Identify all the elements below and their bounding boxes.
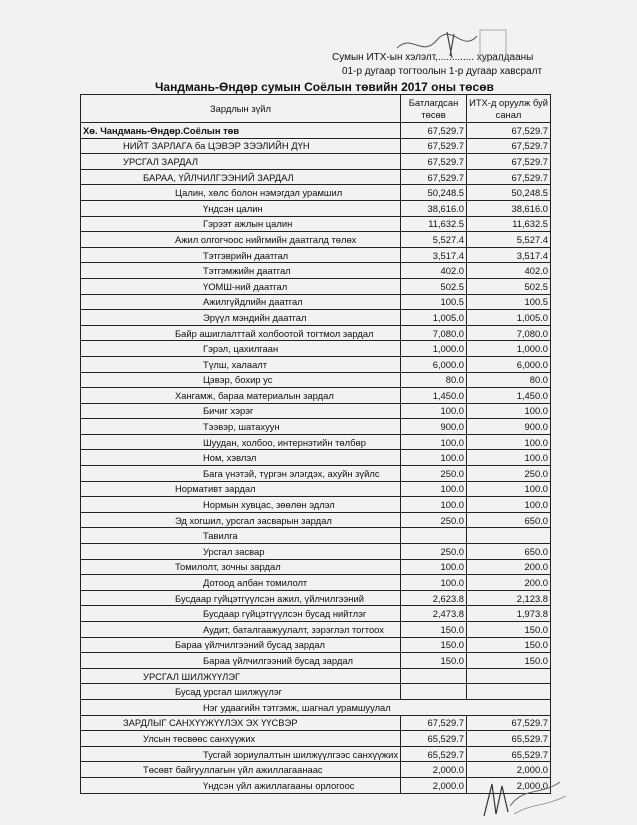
approved-value: 3,517.4 <box>401 247 467 263</box>
table-row <box>81 372 551 388</box>
proposal-value <box>467 528 551 544</box>
proposal-value: 150.0 <box>467 653 551 669</box>
row-label: Үндсэн цалин <box>81 200 401 216</box>
table-row <box>81 606 551 622</box>
table-row <box>81 699 551 715</box>
approved-value <box>401 528 467 544</box>
proposal-value: 67,529.7 <box>467 123 551 139</box>
table-row <box>81 731 551 747</box>
approved-value: 150.0 <box>401 653 467 669</box>
table-row <box>81 232 551 248</box>
row-label: Нормативт зардал <box>81 481 401 497</box>
approved-value: 100.0 <box>401 434 467 450</box>
table-row <box>81 138 551 154</box>
proposal-value: 650.0 <box>467 544 551 560</box>
proposal-value: 200.0 <box>467 575 551 591</box>
table-row <box>81 263 551 279</box>
row-label: НИЙТ ЗАРЛАГА ба ЦЭВЭР ЗЭЭЛИЙН ДҮН <box>81 138 401 154</box>
row-label: Бичиг хэрэг <box>81 403 401 419</box>
proposal-value: 5,527.4 <box>467 232 551 248</box>
proposal-value: 67,529.7 <box>467 154 551 170</box>
col-header-proposal: ИТХ-д оруулж буй санал <box>467 95 551 123</box>
row-label: Бараа үйлчилгээний бусад зардал <box>81 637 401 653</box>
approved-value: 67,529.7 <box>401 154 467 170</box>
proposal-value: 2,000.0 <box>467 777 551 793</box>
row-label: Тэтгэврийн даатгал <box>81 247 401 263</box>
table-row <box>81 185 551 201</box>
col-header-item: Зардлын зүйл <box>81 95 401 123</box>
table-row <box>81 450 551 466</box>
row-label: Бага үнэтэй, түргэн элэгдэх, ахуйн зүйлс <box>81 466 401 482</box>
row-label: Ажилгүйдлийн даатгал <box>81 294 401 310</box>
proposal-value: 6,000.0 <box>467 356 551 372</box>
approved-value: 402.0 <box>401 263 467 279</box>
document-title: Чандмань-Өндөр сумын Соёлын төвийн 2017 оны төсөв <box>155 80 494 94</box>
row-label: Урсгал засвар <box>81 544 401 560</box>
table-row <box>81 512 551 528</box>
approved-value: 7,080.0 <box>401 325 467 341</box>
row-label: Нэг удаагийн тэтгэмж, шагнал урамшуулал <box>81 699 551 715</box>
proposal-value: 1,005.0 <box>467 310 551 326</box>
budget-table <box>80 94 551 794</box>
approved-value: 100.0 <box>401 481 467 497</box>
table-row <box>81 310 551 326</box>
proposal-value: 150.0 <box>467 637 551 653</box>
table-row <box>81 388 551 404</box>
approved-value: 100.5 <box>401 294 467 310</box>
proposal-value: 150.0 <box>467 622 551 638</box>
approved-value: 2,623.8 <box>401 590 467 606</box>
row-label: БАРАА, ҮЙЛЧИЛГЭЭНИЙ ЗАРДАЛ <box>81 169 401 185</box>
approved-value: 67,529.7 <box>401 138 467 154</box>
proposal-value: 1,450.0 <box>467 388 551 404</box>
row-label: Нормын хувцас, зөөлөн эдлэл <box>81 497 401 513</box>
table-row <box>81 434 551 450</box>
col-header-approved: Батлагдсан төсөв <box>401 95 467 123</box>
approved-value: 38,616.0 <box>401 200 467 216</box>
table-row <box>81 528 551 544</box>
approved-value <box>401 684 467 700</box>
table-row <box>81 169 551 185</box>
proposal-value: 100.0 <box>467 450 551 466</box>
proposal-value: 250.0 <box>467 466 551 482</box>
table-row <box>81 575 551 591</box>
proposal-value: 100.0 <box>467 434 551 450</box>
approved-value: 100.0 <box>401 450 467 466</box>
approved-value: 100.0 <box>401 559 467 575</box>
approved-value: 80.0 <box>401 372 467 388</box>
approved-value: 900.0 <box>401 419 467 435</box>
approved-value: 250.0 <box>401 466 467 482</box>
proposal-value <box>467 684 551 700</box>
row-label: Бараа үйлчилгээний бусад зардал <box>81 653 401 669</box>
proposal-value: 38,616.0 <box>467 200 551 216</box>
approved-value: 11,632.5 <box>401 216 467 232</box>
proposal-value: 900.0 <box>467 419 551 435</box>
table-row <box>81 341 551 357</box>
proposal-value: 7,080.0 <box>467 325 551 341</box>
approved-value: 250.0 <box>401 512 467 528</box>
approved-value: 50,248.5 <box>401 185 467 201</box>
approved-value: 65,529.7 <box>401 746 467 762</box>
approved-value: 2,473.8 <box>401 606 467 622</box>
row-label: Байр ашиглалттай холбоотой тогтмол зардал <box>81 325 401 341</box>
proposal-value: 100.5 <box>467 294 551 310</box>
approved-value: 1,005.0 <box>401 310 467 326</box>
approved-value: 6,000.0 <box>401 356 467 372</box>
approved-value: 2,000.0 <box>401 777 467 793</box>
row-label: Дотоод албан томилолт <box>81 575 401 591</box>
table-row <box>81 466 551 482</box>
approved-value: 150.0 <box>401 622 467 638</box>
row-label: ҮОМШ-ний даатгал <box>81 278 401 294</box>
signature-stamp-top <box>392 28 512 64</box>
proposal-value: 1,973.8 <box>467 606 551 622</box>
row-label: Гэрээт ажлын цалин <box>81 216 401 232</box>
table-row <box>81 154 551 170</box>
approved-value: 67,529.7 <box>401 715 467 731</box>
table-row <box>81 325 551 341</box>
header-line-1: Сумын ИТХ-ын хэлэлт,............. хуралдааны <box>332 52 534 63</box>
approved-value: 67,529.7 <box>401 123 467 139</box>
row-label: Ном, хэвлэл <box>81 450 401 466</box>
table-row <box>81 216 551 232</box>
proposal-value: 402.0 <box>467 263 551 279</box>
table-row <box>81 590 551 606</box>
table-row <box>81 356 551 372</box>
row-label: ЗАРДЛЫГ САНХҮҮЖҮҮЛЭХ ЭХ ҮҮСВЭР <box>81 715 401 731</box>
approved-value: 2,000.0 <box>401 762 467 778</box>
table-row <box>81 668 551 684</box>
table-row <box>81 419 551 435</box>
proposal-value: 2,000.0 <box>467 762 551 778</box>
proposal-value: 650.0 <box>467 512 551 528</box>
row-label: Томилолт, зочны зардал <box>81 559 401 575</box>
proposal-value: 1,000.0 <box>467 341 551 357</box>
row-label: Хангамж, бараа материалын зардал <box>81 388 401 404</box>
table-row <box>81 200 551 216</box>
proposal-value: 80.0 <box>467 372 551 388</box>
table-row <box>81 123 551 139</box>
table-row <box>81 278 551 294</box>
row-label: Тавилга <box>81 528 401 544</box>
proposal-value <box>467 668 551 684</box>
row-label: Аудит, баталгаажуулалт, зэрэглэл тогтоох <box>81 622 401 638</box>
approved-value: 150.0 <box>401 637 467 653</box>
proposal-value: 100.0 <box>467 403 551 419</box>
approved-value: 1,450.0 <box>401 388 467 404</box>
row-label: Ажил олгогчоос нийгмийн даатгалд төлөх <box>81 232 401 248</box>
signature-bottom <box>480 776 570 820</box>
row-label: Гэрэл, цахилгаан <box>81 341 401 357</box>
table-row <box>81 481 551 497</box>
approved-value: 67,529.7 <box>401 169 467 185</box>
approved-value: 5,527.4 <box>401 232 467 248</box>
proposal-value: 3,517.4 <box>467 247 551 263</box>
table-row <box>81 622 551 638</box>
approved-value: 100.0 <box>401 403 467 419</box>
table-row <box>81 715 551 731</box>
proposal-value: 67,529.7 <box>467 138 551 154</box>
approved-value: 250.0 <box>401 544 467 560</box>
row-label: Цалин, хөлс болон нэмэгдэл урамшил <box>81 185 401 201</box>
approved-value: 502.5 <box>401 278 467 294</box>
proposal-value: 502.5 <box>467 278 551 294</box>
table-row <box>81 294 551 310</box>
row-label: Бусад урсгал шилжүүлэг <box>81 684 401 700</box>
row-label: Тэтгэмжийн даатгал <box>81 263 401 279</box>
row-label: УРСГАЛ ЗАРДАЛ <box>81 154 401 170</box>
header-line-2: 01-р дугаар тогтоолын 1-р дугаар хавсралт <box>342 66 543 77</box>
row-label: Хө. Чандмань-Өндөр.Соёлын төв <box>81 123 401 139</box>
proposal-value: 65,529.7 <box>467 746 551 762</box>
table-row <box>81 746 551 762</box>
table-row <box>81 247 551 263</box>
proposal-value: 11,632.5 <box>467 216 551 232</box>
table-row <box>81 403 551 419</box>
row-label: Цэвэр, бохир ус <box>81 372 401 388</box>
approved-value: 100.0 <box>401 497 467 513</box>
row-label: Бусдаар гүйцэтгүүлсэн бусад нийтлэг <box>81 606 401 622</box>
row-label: Тээвэр, шатахуун <box>81 419 401 435</box>
row-label: УРСГАЛ ШИЛЖҮҮЛЭГ <box>81 668 401 684</box>
table-row <box>81 559 551 575</box>
row-label: Улсын төсвөөс санхүүжих <box>81 731 401 747</box>
row-label: Эд хогшил, урсгал засварын зардал <box>81 512 401 528</box>
proposal-value: 67,529.7 <box>467 715 551 731</box>
table-row <box>81 544 551 560</box>
proposal-value: 100.0 <box>467 481 551 497</box>
proposal-value: 65,529.7 <box>467 731 551 747</box>
table-row <box>81 637 551 653</box>
proposal-value: 2,123.8 <box>467 590 551 606</box>
table-row <box>81 684 551 700</box>
approved-value <box>401 668 467 684</box>
row-label: Үндсэн үйл ажиллагааны орлогоос <box>81 777 401 793</box>
table-row <box>81 497 551 513</box>
proposal-value: 100.0 <box>467 497 551 513</box>
row-label: Шуудан, холбоо, интернэтийн төлбөр <box>81 434 401 450</box>
approved-value: 1,000.0 <box>401 341 467 357</box>
approved-value: 65,529.7 <box>401 731 467 747</box>
row-label: Төсөвт байгууллагын үйл ажиллагаанаас <box>81 762 401 778</box>
row-label: Эрүүл мэндийн даатгал <box>81 310 401 326</box>
proposal-value: 67,529.7 <box>467 169 551 185</box>
table-row <box>81 653 551 669</box>
proposal-value: 50,248.5 <box>467 185 551 201</box>
proposal-value: 200.0 <box>467 559 551 575</box>
row-label: Бусдаар гүйцэтгүүлсэн ажил, үйлчилгээний <box>81 590 401 606</box>
approved-value: 100.0 <box>401 575 467 591</box>
row-label: Түлш, халаалт <box>81 356 401 372</box>
row-label: Тусгай зориулалтын шилжүүлгээс санхүүжих <box>81 746 401 762</box>
table-header-row <box>81 95 551 123</box>
